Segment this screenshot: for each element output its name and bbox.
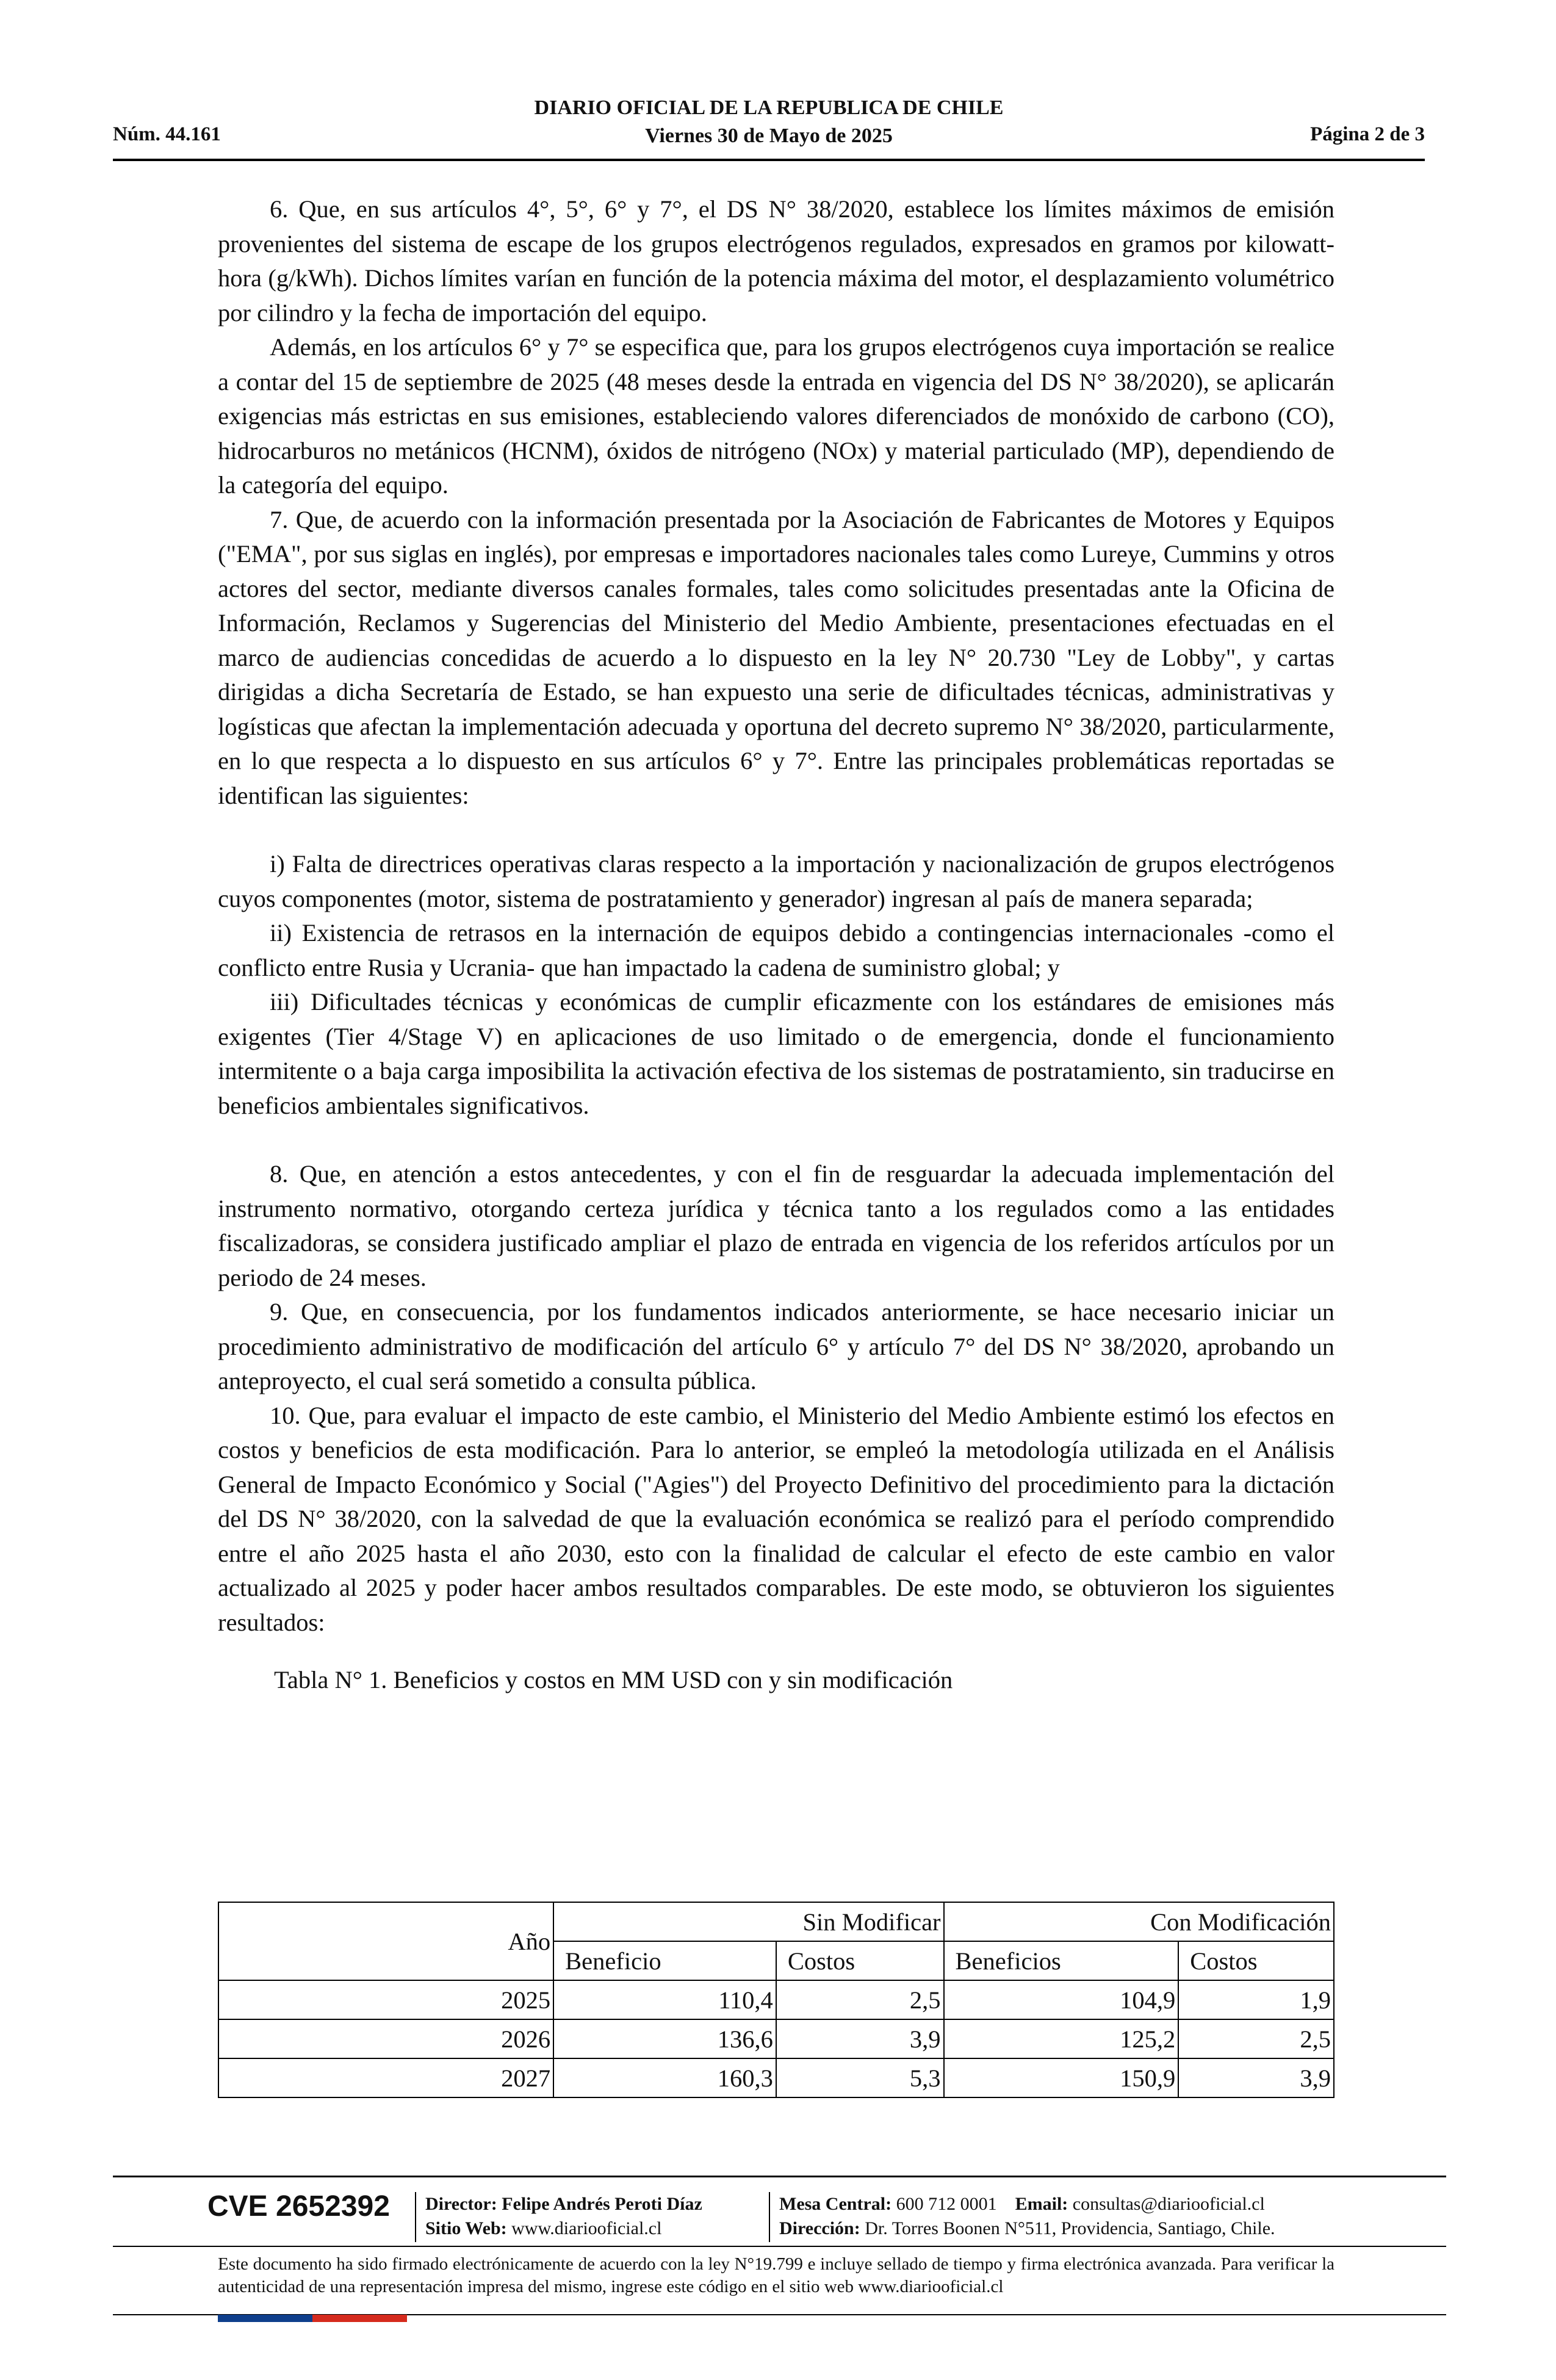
mesa-phone: 600 712 0001 <box>896 2194 997 2214</box>
table-cell-c1: 3,9 <box>776 2019 944 2058</box>
table-cell-b1: 160,3 <box>553 2058 776 2097</box>
table-cell-b2: 125,2 <box>944 2019 1179 2058</box>
table-header-row-1 <box>218 1902 1334 1941</box>
table-cell-year: 2027 <box>218 2058 553 2097</box>
footer-director-block <box>425 2192 702 2241</box>
mesa-label: Mesa Central: <box>779 2194 892 2214</box>
table-cell-c2: 2,5 <box>1178 2019 1334 2058</box>
site-label: Sitio Web: <box>425 2218 507 2238</box>
header-costos-con: Costos <box>1178 1941 1334 1980</box>
table-cell-b1: 136,6 <box>553 2019 776 2058</box>
table-cell-c2: 3,9 <box>1178 2058 1334 2097</box>
paragraph-8: 8. Que, en atención a estos antecedentes, y con el fin de resguardar la adecuada implementación del instrumento normativo, otorgando certeza jurídica y técnica tanto a los regulados como a las entidades fiscalizadoras, se considera justificado ampliar el plazo de entrada en vigencia de los referidos artículos por un periodo de 24 meses. <box>218 1160 1334 1291</box>
address: Dr. Torres Boonen N°511, Providencia, Santiago, Chile. <box>865 2218 1275 2238</box>
newspaper-title: DIARIO OFICIAL DE LA REPUBLICA DE CHILE <box>534 96 1004 119</box>
director-label: Director: <box>425 2194 497 2214</box>
document-body <box>218 192 1334 1698</box>
table-cell-b2: 150,9 <box>944 2058 1179 2097</box>
footer-disclaimer: Este documento ha sido firmado electrónicamente de acuerdo con la ley N°19.799 e incluye sellado de tiempo y firma electrónica avanzada. Para verificar la autenticidad de una representación impresa del mismo, ingrese este código en el sitio web www.diariooficial.cl <box>218 2254 1334 2296</box>
header-beneficios: Beneficios <box>944 1941 1179 1980</box>
table-caption: Tabla N° 1. Beneficios y costos en MM USD con y sin modificación <box>274 1666 953 1693</box>
director-name: Felipe Andrés Peroti Díaz <box>502 2194 702 2214</box>
table-row <box>218 2019 1334 2058</box>
table-row <box>218 1980 1334 2019</box>
table-cell-b1: 110,4 <box>553 1980 776 2019</box>
issue-date: Viernes 30 de Mayo de 2025 <box>645 124 893 147</box>
address-label: Dirección: <box>779 2218 860 2238</box>
footer-mid-rule <box>113 2246 1446 2247</box>
paragraph-9: 9. Que, en consecuencia, por los fundamentos indicados anteriormente, se hace necesario iniciar un procedimiento administrativo de modificación del artículo 6° y artículo 7° del DS N° 38/2020, aprobando un anteproyecto, el cual será sometido a consulta pública. <box>218 1298 1334 1394</box>
issue-number: Núm. 44.161 <box>113 123 221 145</box>
flag-stripe-blue <box>218 2315 312 2322</box>
cve-code: CVE 2652392 <box>207 2190 390 2223</box>
page-number: Página 2 de 3 <box>1310 123 1425 145</box>
footer-top-rule <box>113 2176 1446 2177</box>
header-sin-modificar: Sin Modificar <box>553 1902 943 1941</box>
table-cell-year: 2026 <box>218 2019 553 2058</box>
header-center <box>113 94 1425 150</box>
table-cell-b2: 104,9 <box>944 1980 1179 2019</box>
paragraph-6: 6. Que, en sus artículos 4°, 5°, 6° y 7°, el DS N° 38/2020, establece los límites máximos de emisión provenientes del sistema de escape de los grupos electrógenos regulados, expresados en gramos por kilowatt-hora (g/kWh). Dichos límites varían en función de la potencia máxima del motor, el desplazamiento volumétrico por cilindro y la fecha de importación del equipo. <box>218 195 1334 326</box>
table-cell-c2: 1,9 <box>1178 1980 1334 2019</box>
page-header <box>113 92 1425 161</box>
paragraph-6-continued: Además, en los artículos 6° y 7° se especifica que, para los grupos electrógenos cuya importación se realice a contar del 15 de septiembre de 2025 (48 meses desde la entrada en vigencia del DS N° 38/2020), se aplicarán exigencias más estrictas en sus emisiones, estableciendo valores diferenciados de monóxido de carbono (CO), hidrocarburos no metánicos (HCNM), óxidos de nitrógeno (NOx) y material particulado (MP), dependiendo de la categoría del equipo. <box>218 333 1334 499</box>
list-item-iii: iii) Dificultades técnicas y económicas de cumplir eficazmente con los estándares de emisiones más exigentes (Tier 4/Stage V) en aplicaciones de uso limitado o de emergencia, donde el funcionamiento intermitente o a baja carga imposibilita la activación efectiva de los sistemas de postratamiento, sin traducirse en beneficios ambientales significativos. <box>218 988 1334 1119</box>
table-cell-year: 2025 <box>218 1980 553 2019</box>
paragraph-7: 7. Que, de acuerdo con la información presentada por la Asociación de Fabricantes de Motores y Equipos ("EMA", por sus siglas en inglés), por empresas e importadores nacionales tales como Lureye, Cummins y otros actores del sector, mediante diversos canales formales, tales como solicitudes presentadas ante la Oficina de Información, Reclamos y Sugerencias del Ministerio del Medio Ambiente, presentaciones efectuadas en el marco de audiencias concedidas de acuerdo a lo dispuesto en la ley N° 20.730 "Ley de Lobby", y cartas dirigidas a dicha Secretaría de Estado, se han expuesto una serie de dificultades técnicas, administrativas y logísticas que afectan la implementación adecuada y oportuna del decreto supremo N° 38/2020, particularmente, en lo que respecta a lo dispuesto en sus artículos 6° y 7°. Entre las principales problemáticas reportadas se identifican las siguientes: <box>218 505 1334 809</box>
header-year: Año <box>218 1902 553 1980</box>
benefits-costs-table <box>218 1902 1334 2098</box>
table-cell-c1: 2,5 <box>776 1980 944 2019</box>
header-costos-sin: Costos <box>776 1941 944 1980</box>
footer-separator <box>769 2192 770 2242</box>
table-cell-c1: 5,3 <box>776 2058 944 2097</box>
list-item-i: i) Falta de directrices operativas claras respecto a la importación y nacionalización de grupos electrógenos cuyos componentes (motor, sistema de postratamiento y generador) ingresan al país de manera separada; <box>218 850 1334 912</box>
paragraph-10: 10. Que, para evaluar el impacto de este cambio, el Ministerio del Medio Ambiente estimó los efectos en costos y beneficios de esta modificación. Para lo anterior, se empleó la metodología utilizada en el Análisis General de Impacto Económico y Social ("Agies") del Proyecto Definitivo del procedimiento para la dictación del DS N° 38/2020, con la salvedad de que la evaluación económica se realizó para el período comprendido entre el año 2025 hasta el año 2030, esto con la finalidad de calcular el efecto de este cambio en valor actualizado al 2025 y poder hacer ambos resultados comparables. De este modo, se obtuvieron los siguientes resultados: <box>218 1401 1334 1636</box>
table-row <box>218 2058 1334 2097</box>
footer-contact-block <box>779 2192 1275 2241</box>
spacer <box>218 813 1334 847</box>
site-link[interactable]: www.diariooficial.cl <box>511 2218 662 2238</box>
footer-separator <box>415 2192 416 2242</box>
list-item-ii: ii) Existencia de retrasos en la internación de equipos debido a contingencias internacionales -como el conflicto entre Rusia y Ucrania- que han impactado la cadena de suministro global; y <box>218 919 1334 981</box>
header-con-modificacion: Con Modificación <box>944 1902 1334 1941</box>
email-label: Email: <box>1015 2194 1068 2214</box>
email-link[interactable]: consultas@diariooficial.cl <box>1072 2194 1265 2214</box>
header-beneficio: Beneficio <box>553 1941 776 1980</box>
spacer <box>218 1123 1334 1157</box>
flag-stripe-red <box>312 2315 407 2322</box>
